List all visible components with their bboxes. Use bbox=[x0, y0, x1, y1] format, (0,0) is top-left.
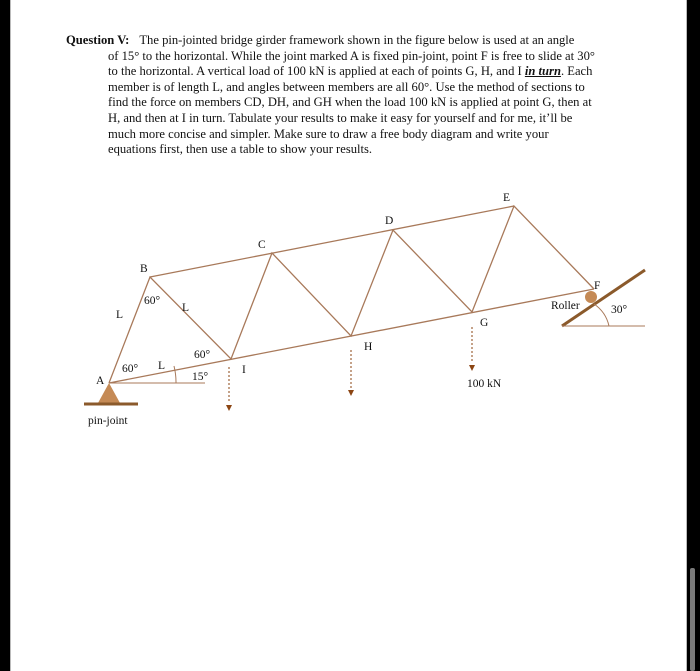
node-label-e: E bbox=[503, 192, 511, 204]
node-label-f: F bbox=[594, 280, 601, 292]
load-label: 100 kN bbox=[467, 378, 502, 390]
roller-label: Roller bbox=[551, 300, 580, 312]
arrowhead-h-icon bbox=[348, 390, 354, 396]
arrowhead-g-icon bbox=[469, 365, 475, 371]
angle-arc-15 bbox=[174, 366, 176, 383]
node-label-i: I bbox=[242, 364, 246, 376]
angle-arc-30 bbox=[594, 304, 609, 326]
length-label-bi: L bbox=[182, 302, 190, 314]
angle-label-a: 60° bbox=[122, 363, 139, 375]
angle-label-i: 60° bbox=[194, 349, 211, 361]
node-label-d: D bbox=[385, 215, 394, 227]
roller-icon bbox=[585, 291, 597, 303]
length-label-ai: L bbox=[158, 360, 166, 372]
question-text: Question V: The pin-jointed bridge girder framework shown in the figure below is used at an angle of 15° to the horizontal. While the joint marked A is fixed pin-joint, point F is free to slide at 30° to the horizontal. A vertical load of 100 kN is applied at each of points G, H, and I in turn. Each member is of length L, and angles between members are all 60°. Use the method of sections to find the force on members CD, DH, and GH when the load 100 kN is applied at point G, then at H, and then at I in turn. Tabulate your results to make it easy for yourself and for me, it’ll be much more concise and simpler. Make sure to draw a free body diagram and write your equations first, then use a table to show your results. bbox=[66, 33, 595, 157]
length-label-ab: L bbox=[116, 309, 124, 321]
pin-joint-label: pin-joint bbox=[88, 415, 128, 427]
angle-label-30: 30° bbox=[611, 304, 628, 316]
emphasis-in-turn: in turn bbox=[524, 64, 561, 79]
node-label-g: G bbox=[480, 317, 489, 329]
node-label-c: C bbox=[258, 239, 266, 251]
node-label-a: A bbox=[96, 375, 105, 387]
question-label: Question V: bbox=[66, 33, 130, 47]
node-label-h: H bbox=[364, 341, 373, 353]
angle-label-15: 15° bbox=[192, 371, 209, 383]
truss-members bbox=[109, 206, 594, 383]
angle-label-b: 60° bbox=[144, 295, 161, 307]
arrowhead-i-icon bbox=[226, 405, 232, 411]
inclined-slide-surface bbox=[562, 270, 645, 326]
node-label-b: B bbox=[140, 263, 148, 275]
